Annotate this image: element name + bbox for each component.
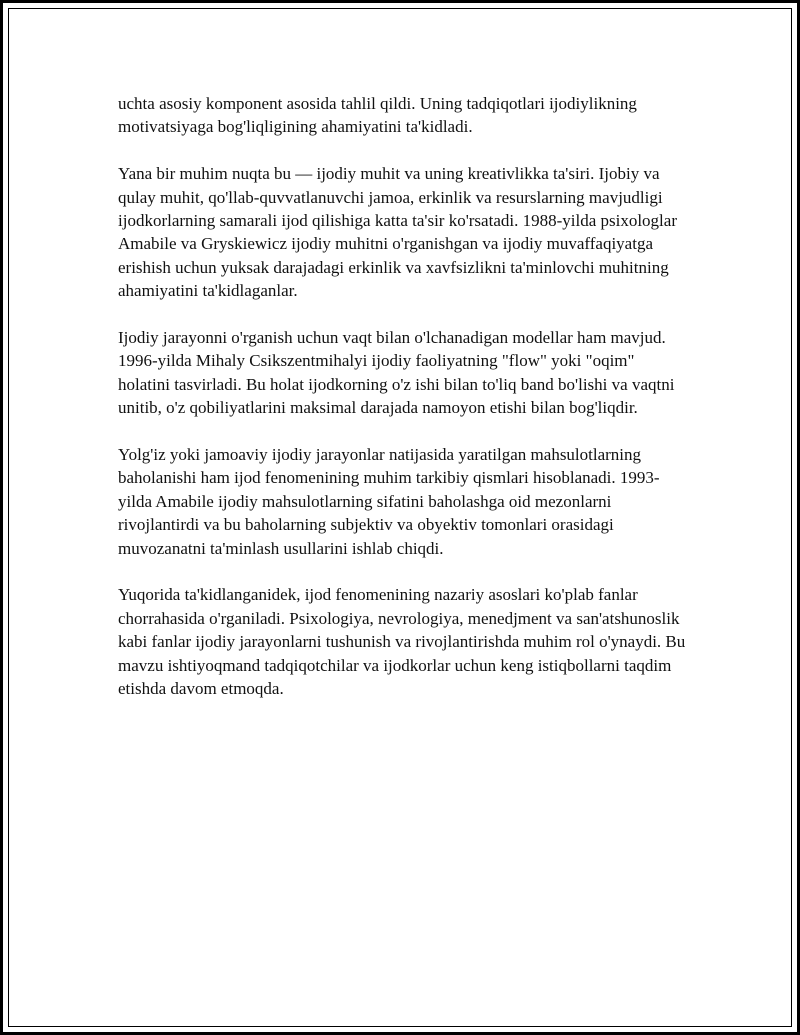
paragraph-5: Yuqorida ta'kidlanganidek, ijod fenomenining nazariy asoslari ko'plab fanlar chorrahasida o'rganiladi. Psixologiya, nevrologiya, menedjment va san'atshunoslik kabi fanlar ijodiy jarayonlarni tushunish va rivojlantirishda muhim rol o'ynaydi. Bu mavzu ishtiyoqmand tadqiqotchilar va ijodkorlar uchun keng istiqbollarni taqdim etishda davom etmoqda. — [118, 585, 686, 699]
paragraph-1: uchta asosiy komponent asosida tahlil qildi. Uning tadqiqotlari ijodiylikning motivatsiyaga bog'liqligining ahamiyatini ta'kidladi. — [118, 94, 637, 137]
paragraph-2: Yana bir muhim nuqta bu — ijodiy muhit va uning kreativlikka ta'siri. Ijobiy va qulay muhit, qo'llab-quvvatlanuvchi jamoa, erkinlik va resurslarning mavjudligi ijodkorlarning samarali ijod qilishiga katta ta'sir ko'rsatadi. 1988-yilda psixologlar Amabile va Gryskiewicz ijodiy muhitni o'rganishgan va ijodiy muvaffaqiyatga erishish uchun yuksak darajadagi erkinlik va xavfsizlikni ta'minlovchi muhitning ahamiyatini ta'kidlaganlar. — [118, 164, 677, 301]
paragraph-3: Ijodiy jarayonni o'rganish uchun vaqt bilan o'lchanadigan modellar ham mavjud. 1996-yilda Mihaly Csikszentmihalyi ijodiy faoliyatning "flow" yoki "oqim" holatini tasvirladi. Bu holat ijodkorning o'z ishi bilan to'liq band bo'lishi va vaqtni unitib, o'z qobiliyatlarini maksimal darajada namoyon etishi bilan bog'liqdir. — [118, 328, 675, 418]
paragraph-4: Yolg'iz yoki jamoaviy ijodiy jarayonlar natijasida yaratilgan mahsulotlarning baholanishi ham ijod fenomenining muhim tarkibiy qismlari hisoblanadi. 1993-yilda Amabile ijodiy mahsulotlarning sifatini baholashga oid mezonlarni rivojlantirdi va bu baholarning subjektiv va obyektiv tomonlari orasidagi muvozanatni ta'minlash usullarini ishlab chiqdi. — [118, 445, 660, 558]
document-body — [118, 92, 688, 724]
